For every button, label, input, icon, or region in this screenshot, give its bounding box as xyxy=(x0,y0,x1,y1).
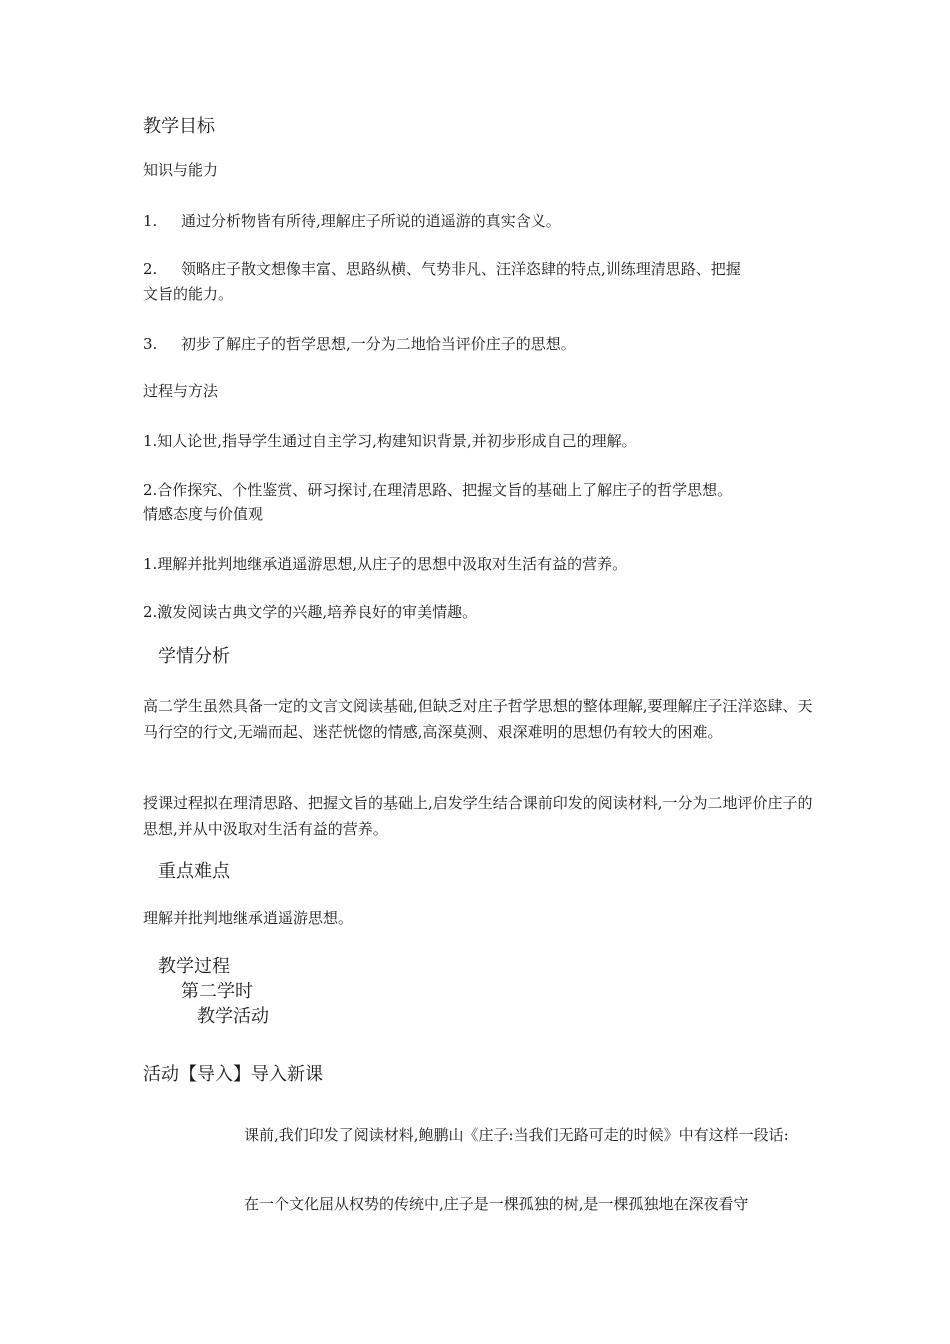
subheading-knowledge-ability: 知识与能力 xyxy=(143,161,219,179)
list-number: 2. xyxy=(143,260,158,278)
list-item xyxy=(143,337,576,352)
list-item: 2.合作探究、个性鉴赏、研习探讨,在理清思路、把握文旨的基础上了解庄子的哲学思想。 xyxy=(143,481,733,499)
list-text: 通过分析物皆有所待,理解庄子所说的逍遥游的真实含义。 xyxy=(181,212,561,230)
subheading-values: 情感态度与价值观 xyxy=(143,505,264,523)
key-points-text: 理解并批判地继承逍遥游思想。 xyxy=(143,909,354,927)
analysis-paragraph-2: 授课过程拟在理清思路、把握文旨的基础上,启发学生结合课前印发的阅读材料,一分为二地评价庄子的思想,并从中汲取对生活有益的营养。 xyxy=(143,794,813,838)
subheading-process-method: 过程与方法 xyxy=(143,382,219,400)
quote-paragraph: 在一个文化屈从权势的传统中,庄子是一棵孤独的树,是一棵孤独地在深夜看守 xyxy=(244,1195,749,1213)
analysis-paragraph-1: 高二学生虽然具备一定的文言文阅读基础,但缺乏对庄子哲学思想的整体理解,要理解庄子汪洋恣肆、天马行空的行文,无端而起、迷茫恍惚的情感,高深莫测、艰深难明的思想仍有较大的困难。 xyxy=(143,697,813,741)
heading-student-analysis: 学情分析 xyxy=(158,646,230,667)
heading-key-points: 重点难点 xyxy=(158,861,230,882)
subheading-teaching-activities: 教学活动 xyxy=(197,1006,269,1027)
heading-teaching-process: 教学过程 xyxy=(158,956,230,977)
list-text: 初步了解庄子的哲学思想,一分为二地恰当评价庄子的思想。 xyxy=(181,335,576,353)
heading-teaching-goals: 教学目标 xyxy=(143,116,215,137)
list-item: 2.激发阅读古典文学的兴趣,培养良好的审美情趣。 xyxy=(143,603,478,621)
list-text-continuation: 文旨的能力。 xyxy=(143,285,234,303)
list-number: 3. xyxy=(143,335,158,353)
activity-title: 活动【导入】导入新课 xyxy=(143,1064,323,1085)
list-item: 1.理解并批判地继承逍遥游思想,从庄子的思想中汲取对生活有益的营养。 xyxy=(143,555,628,573)
list-text: 领略庄子散文想像丰富、思路纵横、气势非凡、汪洋恣肆的特点,训练理清思路、把握 xyxy=(181,260,741,278)
list-item: 1.知人论世,指导学生通过自主学习,构建知识背景,并初步形成自己的理解。 xyxy=(143,432,637,450)
subheading-second-lesson: 第二学时 xyxy=(181,981,253,1002)
list-number: 1. xyxy=(143,212,158,230)
list-item xyxy=(143,214,561,229)
list-item xyxy=(143,262,741,277)
intro-paragraph: 课前,我们印发了阅读材料,鲍鹏山《庄子:当我们无路可走的时候》中有这样一段话: xyxy=(244,1126,789,1144)
